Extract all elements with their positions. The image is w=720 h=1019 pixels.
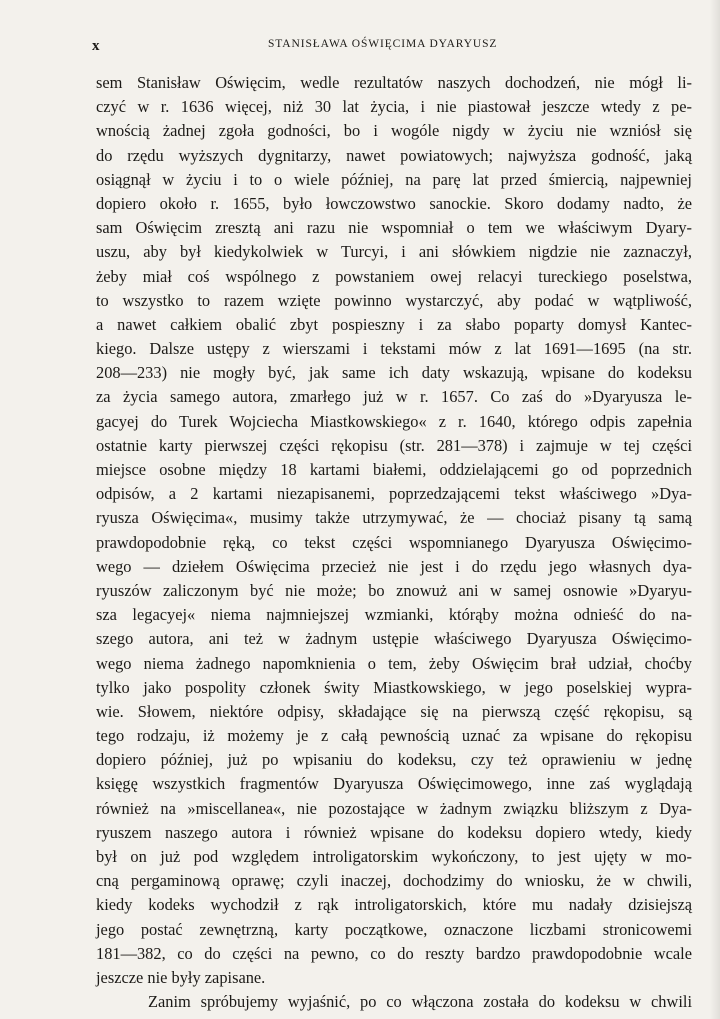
text-line: ryusza Oświęcima«, musimy także utrzymywać, że — chociaż pisany tą samą bbox=[96, 508, 692, 528]
text-line: jego postać zewnętrzną, karty początkowe, oznaczone liczbami stronicowemi bbox=[96, 919, 692, 939]
text-line: to wszystko to razem wzięte powinno wystarczyć, aby podać w wątpliwość, bbox=[96, 290, 692, 310]
text-line: również na »miscellanea«, nie pozostające w żadnym związku bliższym z Dya- bbox=[96, 798, 692, 818]
text-line: szego autora, ani też w żadnym ustępie właściwego Dyaryusza Oświęcimo- bbox=[96, 629, 692, 649]
text-line: wnością żadnej zgoła godności, bo i wogóle nigdy w życiu nie wzniósł się bbox=[96, 121, 692, 141]
text-line: sza legacyej« niema najmniejszej wzmianki, którąby można odnieść do na- bbox=[96, 605, 692, 625]
page-number: x bbox=[92, 38, 101, 54]
text-line: ryuszem naszego autora i również wpisane do kodeksu dopiero wtedy, kiedy bbox=[96, 822, 692, 842]
text-line: był on już pod względem introligatorskim wykończony, to jest ujęty w mo- bbox=[96, 847, 692, 866]
text-line: odpisów, a 2 kartami niezapisanemi, poprzedzającemi tekst właściwego »Dya- bbox=[96, 484, 692, 504]
text-line: wego niema żadnego napomknienia o tem, żeby Oświęcim brał udział, choćby bbox=[96, 653, 692, 673]
text-line: ostatnie karty pierwszej części rękopisu (str. 281—378) i zajmuje w tej części bbox=[96, 435, 692, 455]
text-line: gacyej do Turek Wojciecha Miastkowskiego« z r. 1640, którego odpis zapełnia bbox=[96, 411, 692, 431]
text-line: do rzędu wyższych dygnitarzy, nawet powiatowych; najwyższa godność, jaką bbox=[96, 145, 692, 165]
text-line: dopiero później, już po wpisaniu do kodeksu, czy też oprawieniu w jednę bbox=[96, 750, 692, 770]
text-line: tylko jako pospolity członek świty Miastkowskiego, w jego poselskiej wypra- bbox=[96, 677, 692, 697]
text-line: a nawet całkiem obalić zbyt pospieszny i za słabo poparty domysł Kantec- bbox=[96, 314, 692, 334]
text-line: osiągnął w życiu i to o wiele później, na parę lat przed śmiercią, najpewniej bbox=[96, 169, 692, 189]
running-title: STANISŁAWA OŚWIĘCIMA DYARYUSZ bbox=[268, 38, 498, 50]
text-line: miejsce osobne między 18 kartami białemi, oddzielającemi go od poprzednich bbox=[96, 460, 692, 479]
text-line: sam Oświęcim zresztą ani razu nie wspomniał o tem we właściwym Dyary- bbox=[96, 218, 692, 238]
body-text bbox=[96, 71, 692, 1014]
text-line: wie. Słowem, niektóre odpisy, składające się na pierwszą część rękopisu, są bbox=[96, 701, 692, 721]
text-line: księgę wszystkich fragmentów Dyaryusza Oświęcimowego, inne zaś wyglądają bbox=[96, 774, 692, 794]
text-line: za życia samego autora, zmarłego już w r. 1657. Co zaś do »Dyaryusza le- bbox=[96, 387, 692, 407]
page-edge-shadow bbox=[710, 0, 720, 1019]
text-line: żeby miał coś wspólnego z powstaniem owej relacyi tureckiego poselstwa, bbox=[96, 266, 692, 286]
text-line: ryuszów zaliczonym być nie może; bo znowuż ani w samej osnowie »Dyaryu- bbox=[96, 580, 692, 600]
page-header bbox=[92, 34, 692, 56]
text-line: czyć w r. 1636 więcej, niż 30 lat życia, i nie piastował jeszcze wtedy z pe- bbox=[96, 97, 692, 117]
paragraph-start-line: Zanim spróbujemy wyjaśnić, po co włączona została do kodeksu w chwili bbox=[148, 992, 692, 1012]
text-line: kiego. Dalsze ustępy z wierszami i tekstami mów z lat 1691—1695 (na str. bbox=[96, 339, 692, 359]
text-line: uszu, aby był kiedykolwiek w Turcyi, i ani słówkiem nigdzie nie zaznaczył, bbox=[96, 242, 692, 262]
text-line: cną pergaminową oprawę; czyli inaczej, dochodzimy do wniosku, że w chwili, bbox=[96, 871, 692, 891]
text-line: kiedy kodeks wychodził z rąk introligatorskich, które mu nadały dzisiejszą bbox=[96, 895, 692, 915]
text-line: 208—233) nie mogły być, jak same ich daty wskazują, wpisane do kodeksu bbox=[96, 363, 692, 383]
text-line: tego rodzaju, iż możemy je z całą pewnością uznać za wpisane do rękopisu bbox=[96, 726, 692, 746]
text-line: sem Stanisław Oświęcim, wedle rezultatów naszych dochodzeń, nie mógł li- bbox=[96, 73, 692, 92]
text-line: 181—382, co do części na pewno, co do reszty bardzo prawdopodobnie wcale bbox=[96, 943, 692, 963]
text-line: wego — dziełem Oświęcima przecież nie jest i do rzędu jego własnych dya- bbox=[96, 556, 692, 576]
paragraph-end-line: jeszcze nie były zapisane. bbox=[96, 967, 266, 987]
text-line: dopiero około r. 1655, było łowczowstwo sanockie. Skoro dodamy nadto, że bbox=[96, 193, 692, 213]
text-line: prawdopodobnie ręką, co tekst części wspomnianego Dyaryusza Oświęcimo- bbox=[96, 532, 692, 552]
